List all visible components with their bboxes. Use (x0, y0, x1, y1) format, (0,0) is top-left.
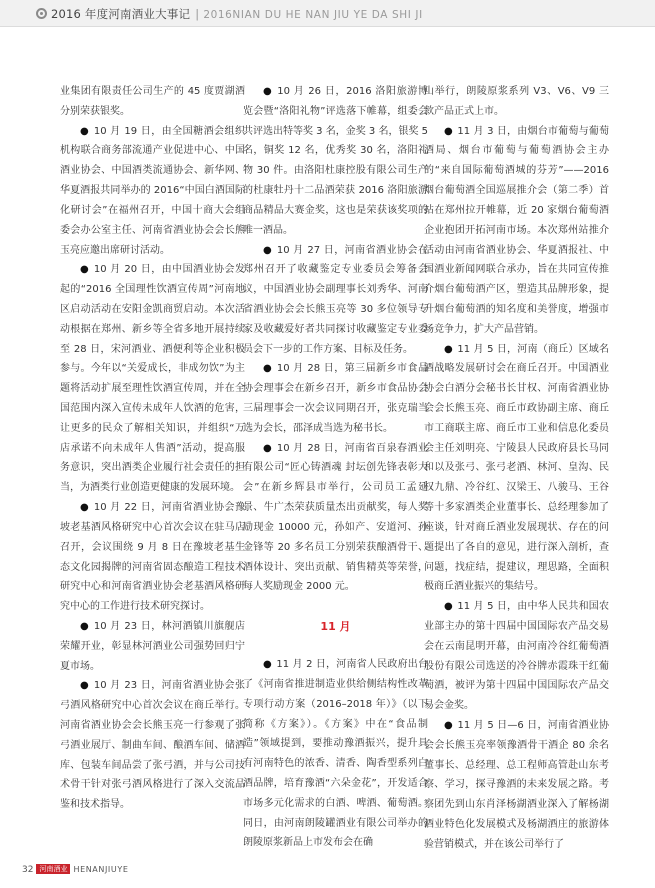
paragraph-text: 业集团有限责任公司生产的 45 度贾湖酒分别荣获银奖。 (60, 86, 245, 117)
news-item (243, 359, 428, 438)
header-subtitle: 2016NIAN DU HE NAN JIU YE DA SHI JI (203, 9, 423, 21)
magazine-logo: 河南酒业 (36, 864, 70, 874)
news-item (424, 340, 609, 598)
news-item (60, 122, 245, 261)
bullet-icon: ● (80, 502, 90, 514)
news-item (60, 260, 245, 498)
bullet-icon: ● (80, 620, 90, 632)
news-item (243, 655, 428, 853)
header-divider (0, 26, 655, 27)
news-item (60, 676, 245, 815)
magazine-brand: HENANJIUYE (73, 865, 129, 874)
news-item (243, 241, 428, 360)
bullet-icon: ● (444, 125, 453, 137)
bullet-icon: ● (263, 659, 272, 671)
header-separator: | (195, 7, 200, 21)
news-item (60, 498, 245, 617)
month-heading: 11 月 (320, 620, 351, 634)
news-item-text: 10 月 23 日，林河酒镇川旗舰店荣耀开业，彰显林河酒业公司强势回归宁夏市场。 (60, 620, 245, 672)
bullet-icon: ● (263, 244, 273, 256)
header-title-line (51, 6, 423, 22)
bullet-icon: ● (80, 264, 90, 276)
news-item-text: 10 月 20 日，由中国酒业协会发起的“2016 全国理性饮酒宣传周”河南地区启动活动在安阳金凯商贸启动。本次活动根据在郑州、新乡等全省多地开展持续至 28 日，宋河酒业、酒便利等企业积极参与。今年以“关爱成长，非成勿饮”为主题将活动扩展至理性饮酒宣传周，并在全国范围内深入宣传未成年人饮酒的危害，让更多的民众了解相关知识，并组织“万店承诺不向未成年人售酒”活动，提高服务意识，突出酒类企业履行社会责任的担当，为酒类行业创造更健康的发展环境。 (60, 264, 245, 494)
news-item-text: 10 月 19 日，由全国糖酒会组织机构联合商务部流通产业促进中心、中国酒业协会、中国酒类流通协会、新华网、华夏酒报共同举办的 2016“中国白酒国际化研讨会”在福州召开，中国十商大会组委会办公室主任、河南省酒业协会会长熊玉亮应邀出席研讨活动。 (60, 125, 245, 256)
news-item (424, 597, 609, 716)
page-number: 32 (22, 865, 34, 875)
bullet-icon: ● (80, 125, 90, 137)
bullet-icon: ● (444, 343, 453, 355)
bullet-icon: ● (80, 680, 90, 692)
news-item-text: 10 月 23 日，河南省酒业协会张弓酒风格研究中心首次会议在商丘举行。河南省酒业协会会长熊玉亮一行参观了张弓酒业展厅、制曲车间、酿酒车间、储酒库、包装车间品尝了张弓酒，并与公司技术骨干针对张弓酒风格进行了深入交流品鉴和技术指导。 (60, 680, 245, 811)
news-item-text: 11 月 3 日，由烟台市葡萄与葡萄酒局、烟台市葡萄与葡萄酒协会主办的“来自国际葡萄酒城的芬芳”——2016 烟台葡萄酒全国巡展推介会（第二季）首站在郑州拉开帷幕，近 20 家烟台葡萄酒企业抱团开拓河南市场。本次郑州站推介活动由河南省酒业协会、华夏酒报社、中国酒业新闻网联合承办，旨在共同宣传推介烟台葡萄酒产区，塑造其品牌形象，提升烟台葡萄酒的知名度和美誉度，增强市场竞争力，扩大产品营销。 (424, 125, 610, 335)
news-item-text: 10 月 26 日，2016 洛阳旅游博览会暨“洛阳礼物”评选落下帷幕，组委会共评选出特等奖 3 名，金奖 3 名，银奖 5 名，铜奖 12 名，优秀奖 30 名，洛阳礼物 30 件。由洛阳杜康控股有限公司生产的杜康牡丹十二品酒荣获 2016 洛阳旅游商品精品大赛金奖，这也是荣获该奖项的唯一酒品。 (243, 86, 429, 236)
paragraph (60, 82, 245, 122)
news-item (424, 716, 609, 855)
news-item-text: 11 月 5 日，由中华人民共和国农业部主办的第十四届中国国际农产品交易会在云南昆明开幕，由河南冷谷红葡萄酒股份有限公司选送的冷谷牌赤霞珠干红葡萄酒，被评为第十四届中国国际农产品交易会金奖。 (424, 601, 610, 712)
bullet-icon: ● (444, 601, 453, 613)
header-title: 2016 年度河南酒业大事记 (51, 7, 191, 21)
paragraph-text: 山举行，朗陵原浆系列 V3、V6、V9 三款产品正式上市。 (424, 86, 609, 117)
column-right (424, 82, 609, 855)
news-item-text: 10 月 28 日，第三届新乡市食品协会理事会在新乡召开，新乡市食品协会三届理事会一次会议同期召开，张克瑞当选为会长，邵泽成当选为秘书长。 (243, 363, 428, 434)
news-item-text: 10 月 28 日，河南省百泉春酒业有限公司“匠心铸酒魂 封坛创先锋表彰大会”在新乡辉县市举行，公司员工孟延景、牛广杰荣获质量杰出贡献奖，每人奖励现金 10000 元，孙如产、安道河、孙金锋等 20 多名员工分别荣获酿酒骨干、酒体设计、突出贡献、销售精英等荣誉，每人奖励现金 2000 元。 (243, 442, 428, 593)
running-header (0, 0, 655, 26)
circle-bullet-icon (36, 8, 47, 19)
news-item (243, 439, 428, 598)
bullet-icon: ● (263, 363, 273, 375)
news-item-text: 10 月 22 日，河南省酒业协会豫坡老基酒风格研究中心首次会议在驻马店召开，会议围绕 9 月 8 日在豫坡老基生态文化园揭牌的河南省固态酿造工程技术研究中心和河南省酒业协会老基酒风格研究中心的工作进行技术研究探讨。 (60, 502, 245, 613)
news-item (424, 122, 609, 340)
bullet-icon: ● (444, 720, 453, 731)
paragraph (424, 82, 609, 122)
page-footer (22, 864, 128, 876)
news-item (243, 82, 428, 241)
news-item (60, 617, 245, 676)
column-left (60, 82, 245, 815)
news-item-text: 11 月 5 日—6 日，河南省酒业协会会长熊玉亮率领豫酒骨干酒企 80 余名董事长、总经理、总工程师高管赴山东考察、学习，探寻豫酒的未来发展之路。考察团先到山东肖泽杨湖酒业深入了解杨湖酒业特色化发展模式及杨湖酒庄的旅游体验营销模式，并在该公司举行了 (424, 720, 610, 850)
bullet-icon: ● (263, 442, 273, 454)
bullet-icon: ● (263, 86, 273, 97)
news-item-text: 11 月 5 日，河南（商丘）区域名酒战略发展研讨会在商丘召开。中国酒业协会白酒分会秘书长甘权、河南省酒业协会会长熊玉亮、商丘市政协副主席、商丘市工商联主席、商丘市工业和信息化委员会主任刘明亮、宁陵县人民政府县长马同和以及张弓、张弓老酒、林河、皇沟、民权九鼎、冷谷红、汉梁王、八骏马、王谷等十多家酒类企业董事长、总经理参加了座谈，针对商丘酒业发展现状、存在的问题提出了各自的意见，进行深入剖析，查问题，找症结，提建议，理思路，全面积极商丘酒业振兴的集结号。 (424, 343, 610, 593)
column-middle (243, 82, 428, 853)
news-item-text: 10 月 27 日，河南省酒业协会在郑州召开了收藏鉴定专业委员会筹备会议，中国酒业协会副理事长刘秀华、河南省酒业协会会长熊玉亮等 30 多位领导专家及收藏爱好者共同探讨收藏鉴定专业委员会下一步的工作方案、目标及任务。 (243, 244, 428, 355)
news-item-text: 11 月 2 日，河南省人民政府出台了《河南省推进制造业供给侧结构性改革专项行动方案（2016–2018 年）》（以下简称《方案》）。《方案》中在“食品制造”领域提到，要推动豫酒振兴，提升具有河南特色的浓香、清香、陶香型系列白酒品牌，培育豫酒“六朵金花”，开发适合市场多元化需求的白酒、啤酒、葡萄酒。同日，由河南朗陵罐酒业有限公司举办的朗陵原浆新品上市发布会在确 (243, 659, 429, 849)
